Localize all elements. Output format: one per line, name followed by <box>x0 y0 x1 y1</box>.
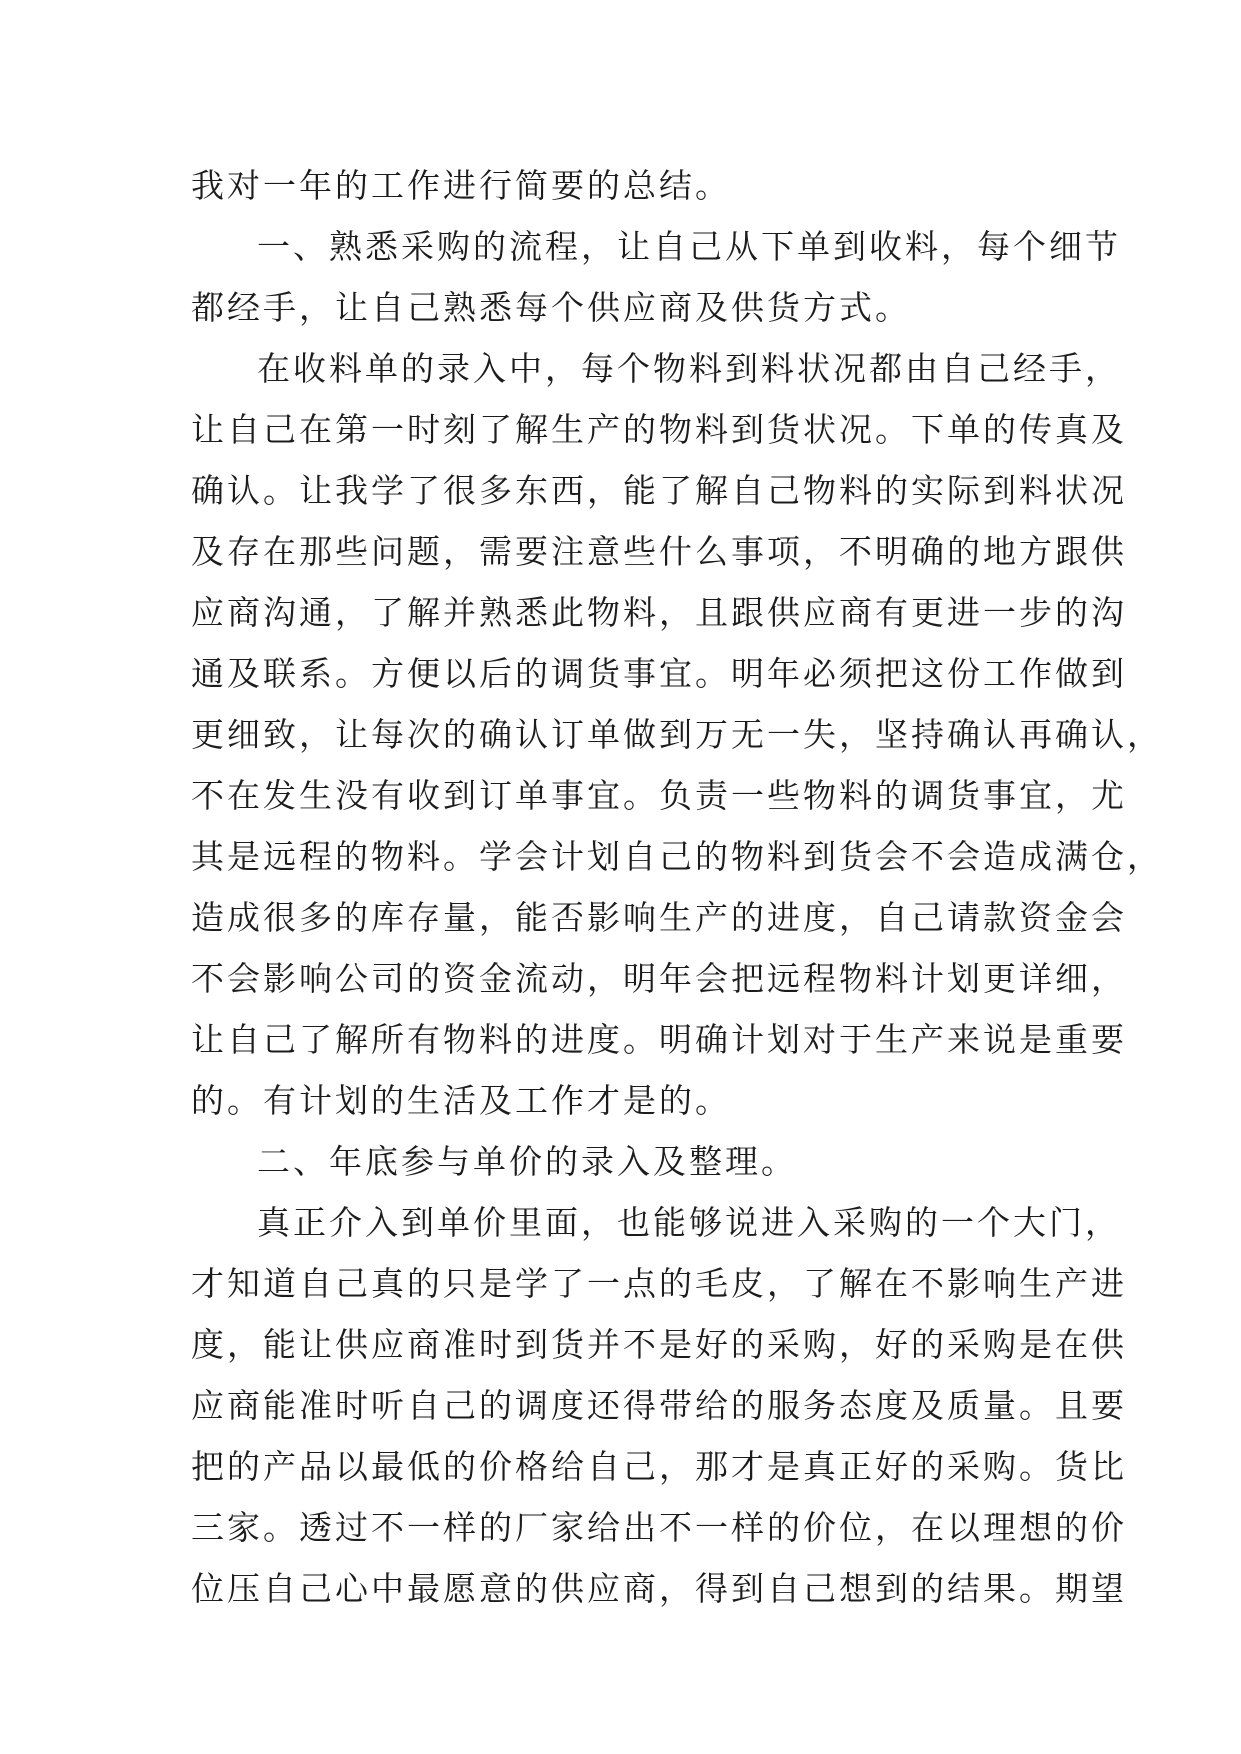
text-line: 的。有计划的生活及工作才是的。 <box>191 1081 731 1120</box>
text-line: 三家。透过不一样的厂家给出不一样的价位，在以理想的价 <box>191 1508 1127 1547</box>
text-line: 应商能准时听自己的调度还得带给的服务态度及质量。且要 <box>191 1386 1127 1425</box>
text-line: 其是远程的物料。学会计划自己的物料到货会不会造成满仓， <box>191 837 1163 876</box>
text-line: 才知道自己真的只是学了一点的毛皮，了解在不影响生产进 <box>191 1264 1127 1303</box>
text-line: 我对一年的工作进行简要的总结。 <box>191 166 731 205</box>
text-line: 及存在那些问题，需要注意些什么事项，不明确的地方跟供 <box>191 532 1127 571</box>
text-line: 更细致，让每次的确认订单做到万无一失，坚持确认再确认， <box>191 715 1163 754</box>
text-line: 不在发生没有收到订单事宜。负责一些物料的调货事宜，尤 <box>191 776 1127 815</box>
document-body <box>191 155 1163 1619</box>
text-line: 真正介入到单价里面，也能够说进入采购的一个大门， <box>257 1203 1121 1242</box>
text-line: 让自己在第一时刻了解生产的物料到货状况。下单的传真及 <box>191 410 1127 449</box>
text-line: 应商沟通，了解并熟悉此物料，且跟供应商有更进一步的沟 <box>191 593 1127 632</box>
text-line: 通及联系。方便以后的调货事宜。明年必须把这份工作做到 <box>191 654 1127 693</box>
text-line: 二、年底参与单价的录入及整理。 <box>257 1142 797 1181</box>
text-line: 让自己了解所有物料的进度。明确计划对于生产来说是重要 <box>191 1020 1127 1059</box>
text-line: 一、熟悉采购的流程，让自己从下单到收料，每个细节 <box>257 227 1121 266</box>
text-line: 把的产品以最低的价格给自己，那才是真正好的采购。货比 <box>191 1447 1127 1486</box>
text-line: 都经手，让自己熟悉每个供应商及供货方式。 <box>191 288 911 327</box>
text-line: 度，能让供应商准时到货并不是好的采购，好的采购是在供 <box>191 1325 1127 1364</box>
text-line: 在收料单的录入中，每个物料到料状况都由自己经手， <box>257 349 1121 388</box>
text-line: 造成很多的库存量，能否影响生产的进度，自己请款资金会 <box>191 898 1127 937</box>
text-line: 不会影响公司的资金流动，明年会把远程物料计划更详细， <box>191 959 1127 998</box>
text-line: 位压自己心中最愿意的供应商，得到自己想到的结果。期望 <box>191 1569 1127 1608</box>
text-line: 确认。让我学了很多东西，能了解自己物料的实际到料状况 <box>191 471 1127 510</box>
